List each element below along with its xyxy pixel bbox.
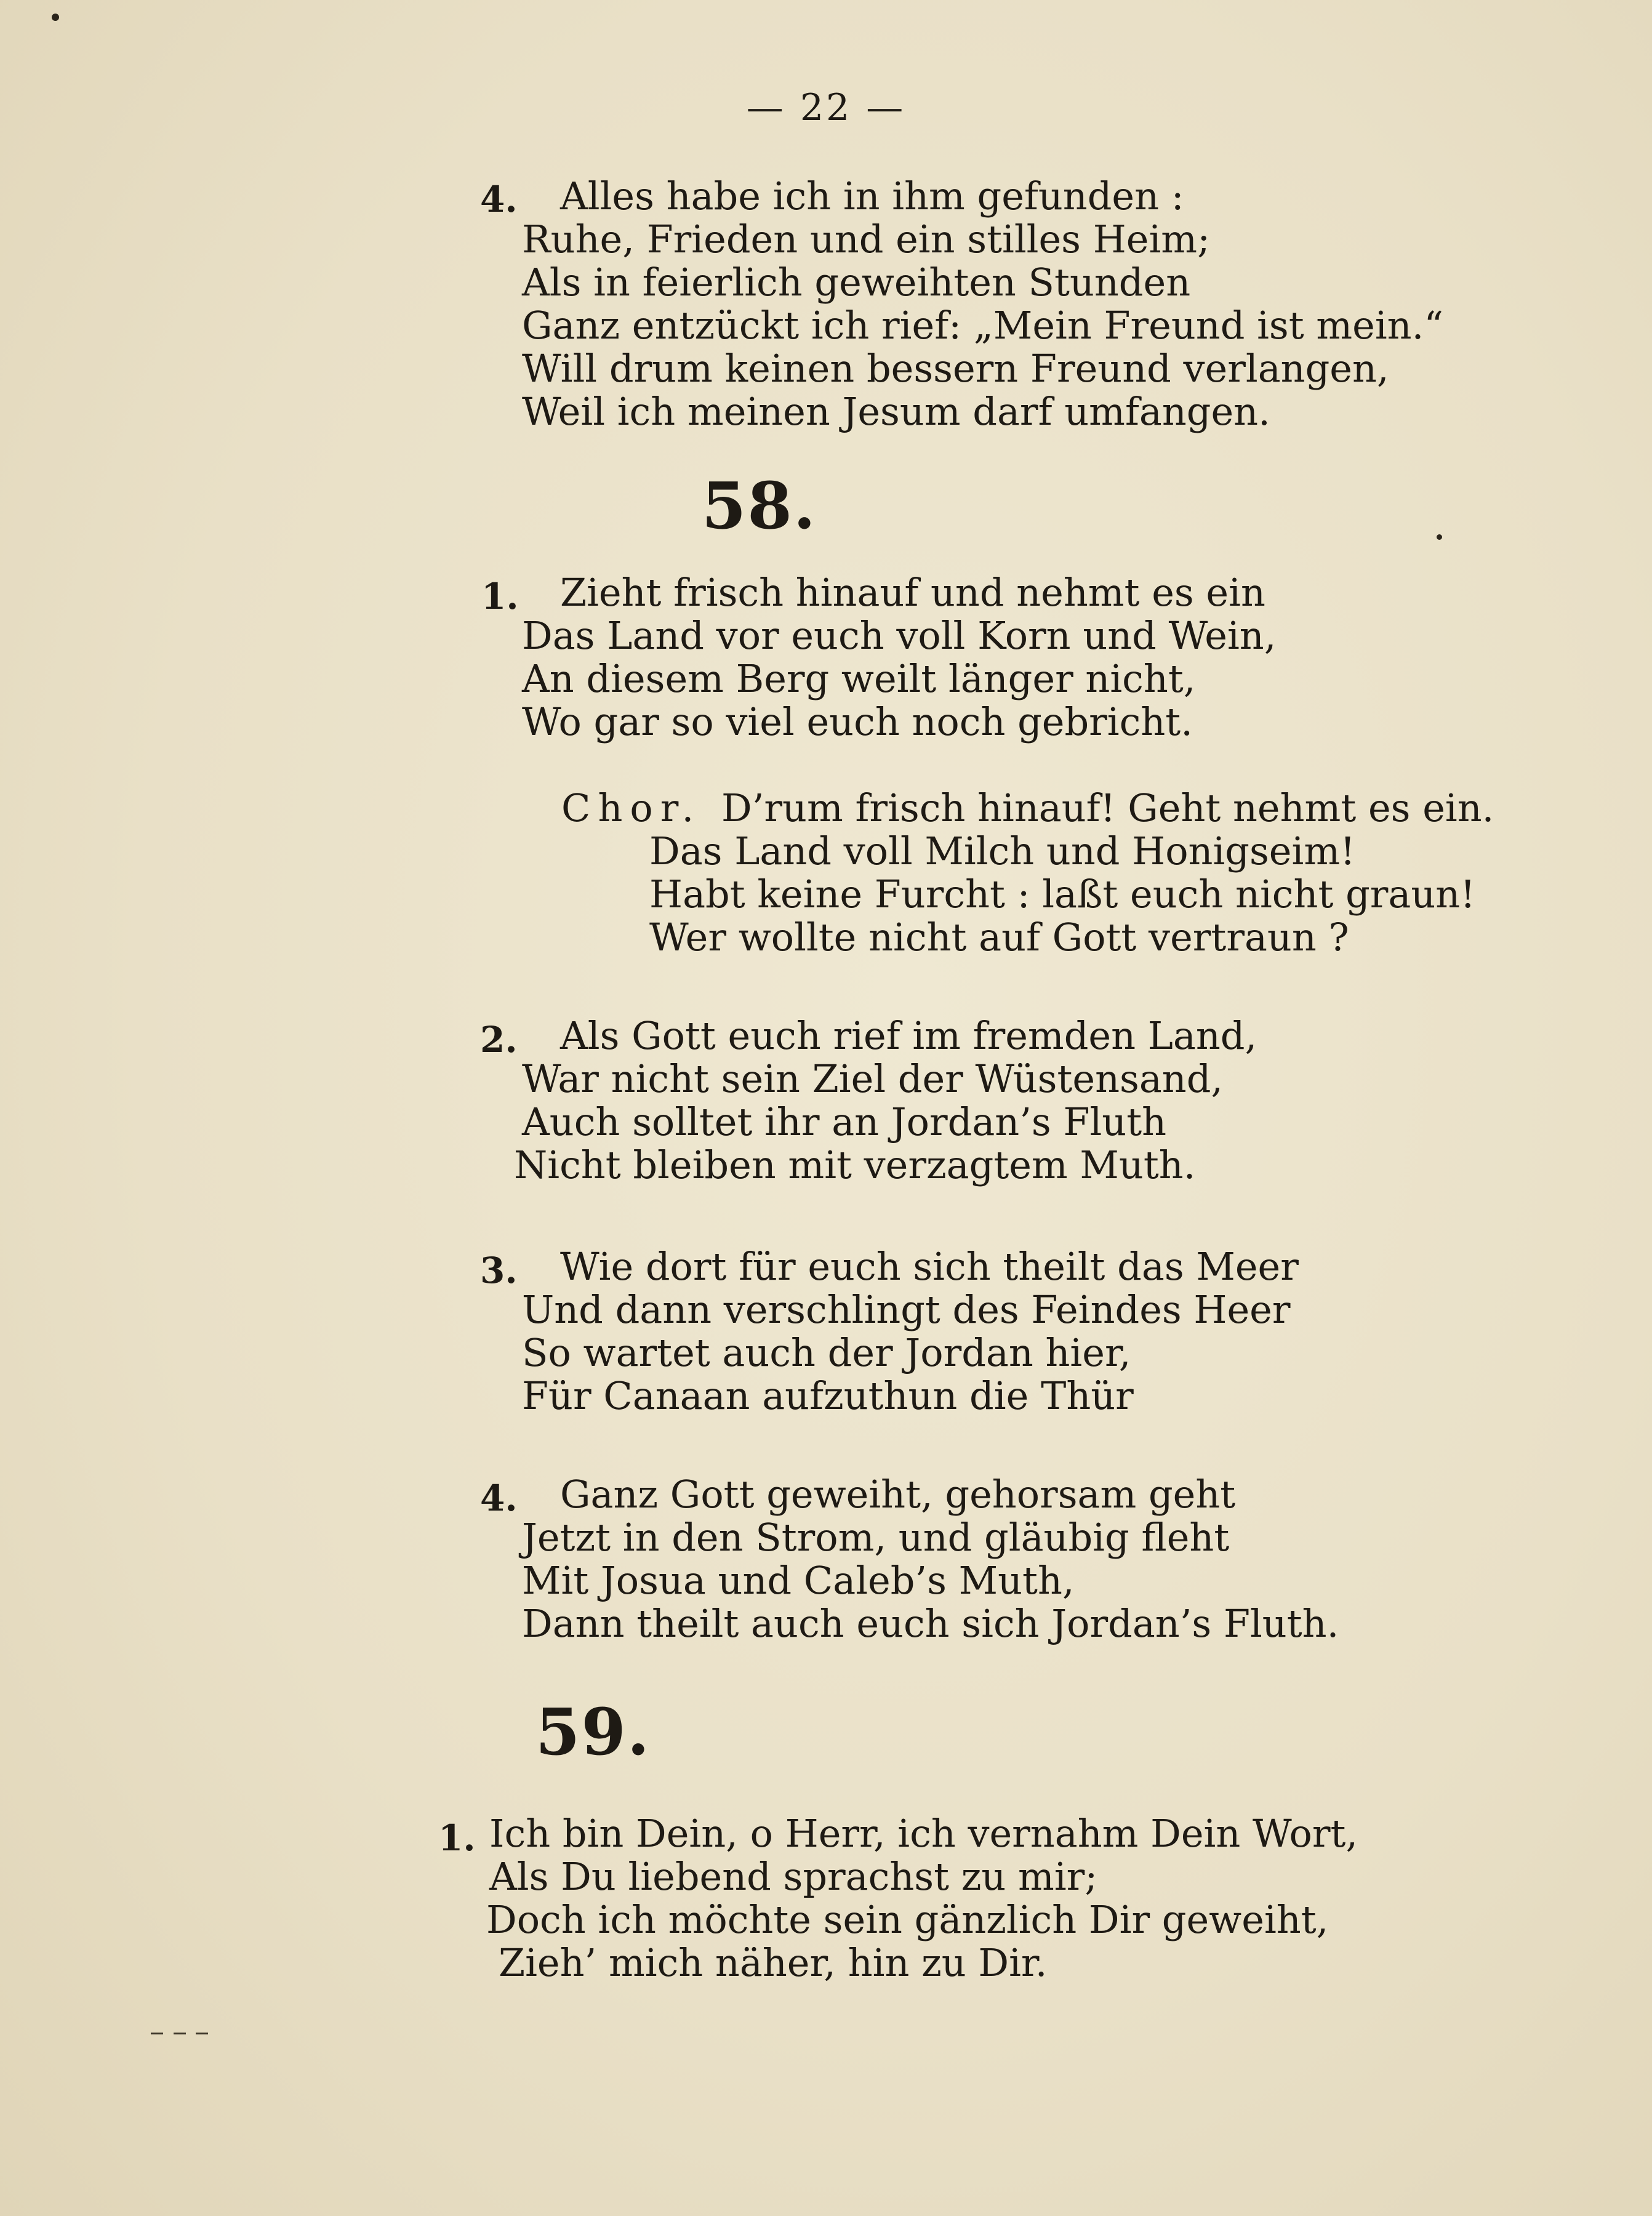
verse-line: Zieht frisch hinauf und nehmt es ein [560,570,1265,615]
verse-line: Für Canaan aufzuthun die Thür [522,1373,1134,1418]
verse-line: Jetzt in den Strom, und gläubig fleht [522,1515,1230,1560]
verse-line: An diesem Berg weilt länger nicht, [522,656,1196,701]
verse-line: Alles habe ich in ihm gefunden : [560,174,1184,219]
chorus-line: Wer wollte nicht auf Gott vertraun ? [649,915,1349,960]
chorus-label: Chor. [561,785,702,830]
hymn-number: 59. [535,1694,651,1770]
verse-line: Als Du liebend sprachst zu mir; [489,1854,1098,1899]
paper-mark [151,2033,163,2034]
chorus-line: D’rum frisch hinauf! Geht nehmt es ein. [721,785,1494,830]
verse-line: Will drum keinen bessern Freund verlangen, [522,346,1389,391]
verse-number: 4. [480,1477,518,1519]
verse-line: Mit Josua und Caleb’s Muth, [522,1558,1075,1603]
chorus-line: Habt keine Furcht : laßt euch nicht graun! [649,872,1476,917]
verse-line: Dann theilt auch euch sich Jordan’s Fluth. [522,1601,1339,1646]
paper-mark [196,2033,208,2034]
chorus-line: Das Land voll Milch und Honigseim! [649,829,1356,873]
verse-number: 3. [480,1250,518,1291]
verse-number: 1. [438,1817,476,1859]
verse-number: 1. [481,576,519,617]
verse-line: Auch solltet ihr an Jordan’s Fluth [522,1099,1167,1144]
verse-line: Wie dort für euch sich theilt das Meer [560,1244,1299,1289]
verse-line: Ganz entzückt ich rief: „Mein Freund ist mein.“ [522,303,1444,348]
verse-line: War nicht sein Ziel der Wüstensand, [522,1056,1224,1101]
hymn-number: 58. [702,468,817,544]
verse-line: Als in feierlich geweihten Stunden [522,260,1191,305]
verse-number: 4. [480,179,518,220]
page-number: — 22 — [746,86,906,129]
verse-line: Wo gar so viel euch noch gebricht. [522,699,1193,744]
verse-line: Nicht bleiben mit verzagtem Muth. [514,1142,1196,1187]
paper-mark [174,2033,186,2034]
verse-line: Das Land vor euch voll Korn und Wein, [522,613,1277,658]
paper-speck [1437,534,1442,540]
verse-number: 2. [480,1019,518,1061]
verse-line: Ich bin Dein, o Herr, ich vernahm Dein Wort, [489,1811,1358,1856]
verse-line: Doch ich möchte sein gänzlich Dir geweiht, [486,1897,1329,1942]
verse-line: So wartet auch der Jordan hier, [522,1330,1131,1375]
verse-line: Ruhe, Frieden und ein stilles Heim; [522,217,1210,262]
verse-line: Ganz Gott geweiht, gehorsam geht [560,1472,1236,1517]
paper-speck [52,14,59,21]
verse-line: Als Gott euch rief im fremden Land, [560,1013,1257,1058]
verse-line: Zieh’ mich näher, hin zu Dir. [499,1940,1048,1985]
verse-line: Und dann verschlingt des Feindes Heer [522,1287,1291,1332]
verse-line: Weil ich meinen Jesum darf umfangen. [522,389,1270,434]
